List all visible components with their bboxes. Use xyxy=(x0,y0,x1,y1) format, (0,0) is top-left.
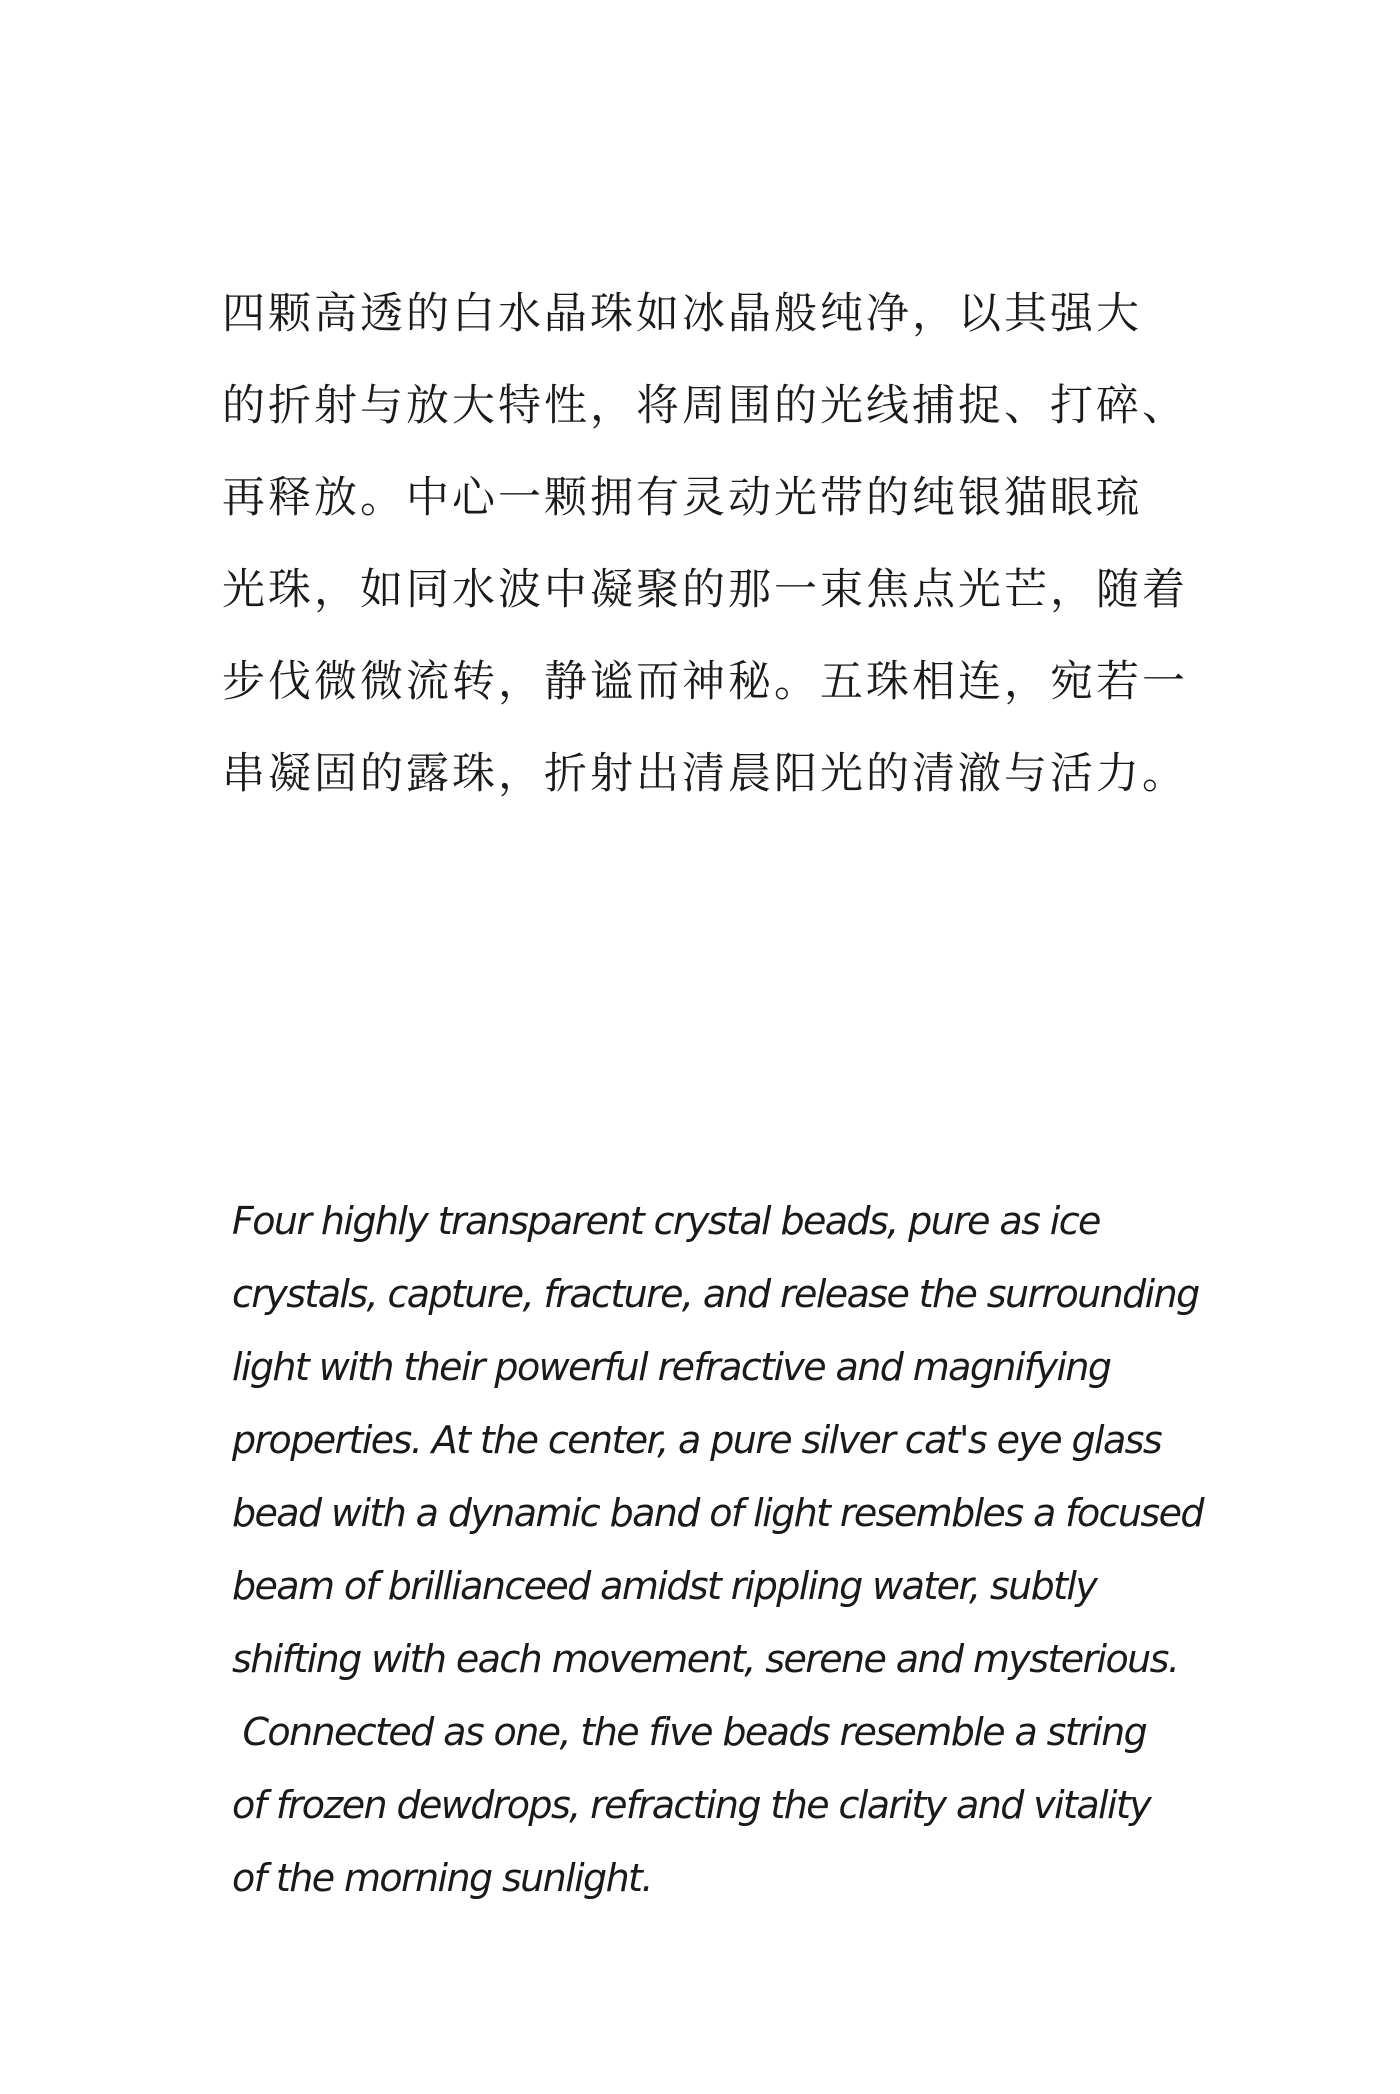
chinese-description-line-3: 再释放。中心一颗拥有灵动光带的纯银猫眼琉 xyxy=(222,473,1142,523)
chinese-description-line-4: 光珠，如同水波中凝聚的那一束焦点光芒，随着 xyxy=(222,565,1188,615)
english-description-line-7: shifting with each movement, serene and mysterious. xyxy=(232,1637,1179,1681)
chinese-description-line-2: 的折射与放大特性，将周围的光线捕捉、打碎、 xyxy=(222,381,1188,431)
chinese-description xyxy=(222,268,1222,820)
chinese-description-line-1: 四颗高透的白水晶珠如冰晶般纯净，以其强大 xyxy=(222,289,1142,339)
english-description-line-6: beam of brillianceed amidst rippling water, subtly xyxy=(232,1564,1097,1608)
english-description-line-1: Four highly transparent crystal beads, pure as ice xyxy=(232,1199,1100,1243)
english-description-line-10: of the morning sunlight. xyxy=(232,1856,652,1900)
english-description-line-5: bead with a dynamic band of light resembles a focused xyxy=(232,1491,1203,1535)
english-description-line-4: properties. At the center, a pure silver cat's eye glass xyxy=(232,1418,1162,1462)
english-description-line-2: crystals, capture, fracture, and release the surrounding xyxy=(232,1272,1199,1316)
english-description xyxy=(232,1185,1232,1915)
english-description-line-9: of frozen dewdrops, refracting the clarity and vitality xyxy=(232,1783,1151,1827)
english-description-line-3: light with their powerful refractive and magnifying xyxy=(232,1345,1111,1389)
chinese-description-line-5: 步伐微微流转，静谧而神秘。五珠相连，宛若一 xyxy=(222,657,1188,707)
chinese-description-line-6: 串凝固的露珠，折射出清晨阳光的清澈与活力。 xyxy=(222,749,1188,799)
english-description-line-8: Connected as one, the five beads resemble a string xyxy=(232,1710,1147,1754)
